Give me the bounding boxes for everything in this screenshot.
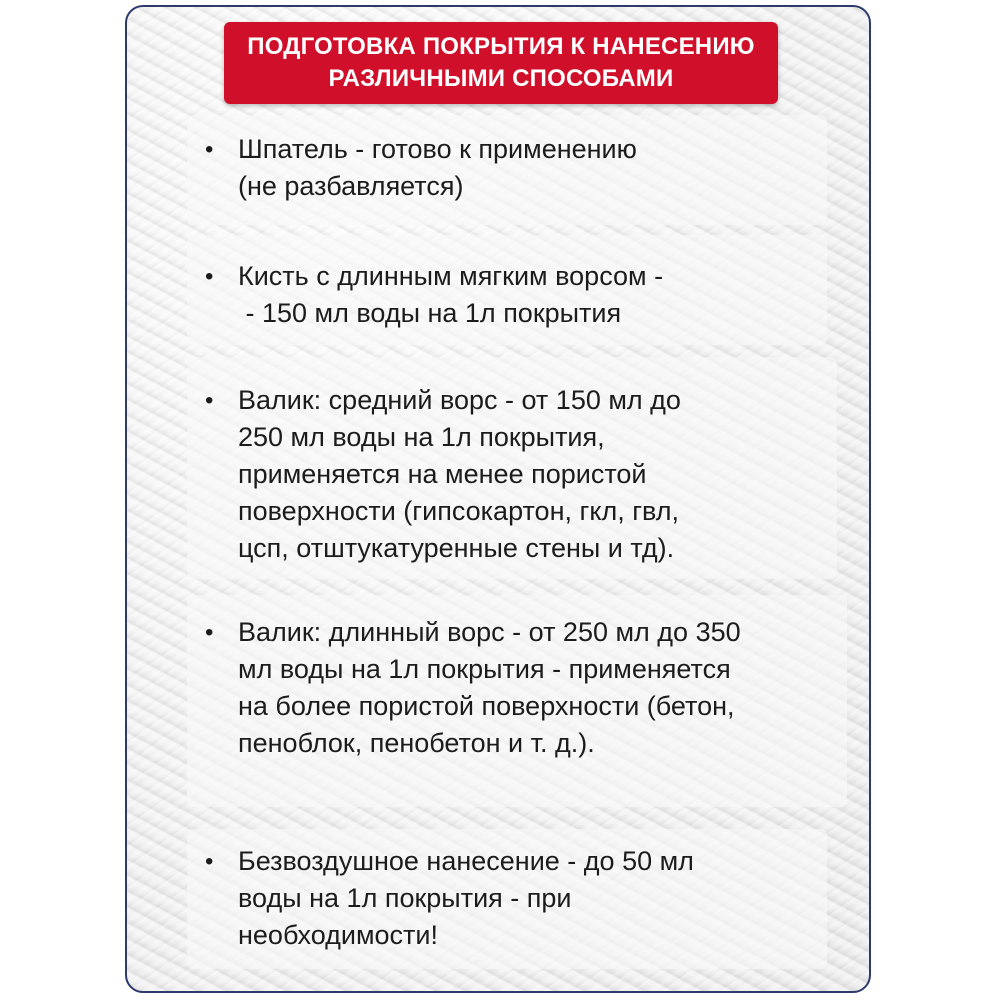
item-line: поверхности (гипсокартон, гкл, гвл, bbox=[238, 496, 680, 526]
item-line: Безвоздушное нанесение - до 50 мл bbox=[238, 846, 694, 876]
list-item-spatula bbox=[205, 131, 845, 205]
item-line: необходимости! bbox=[238, 920, 438, 950]
bullet-icon: • bbox=[205, 387, 214, 414]
item-line: (не разбавляется) bbox=[238, 171, 464, 201]
item-line: Валик: длинный ворс - от 250 мл до 350 bbox=[238, 617, 741, 647]
item-line: на более пористой поверхности (бетон, bbox=[238, 691, 735, 721]
bullet-icon: • bbox=[205, 848, 214, 875]
list-item-brush bbox=[205, 258, 845, 332]
item-line: воды на 1л покрытия - при bbox=[238, 883, 572, 913]
list-item-airless bbox=[205, 843, 845, 954]
item-line: Валик: средний ворс - от 150 мл до bbox=[238, 385, 681, 415]
item-line: Шпатель - готово к применению bbox=[238, 134, 637, 164]
item-line: Кисть с длинным мягким ворсом - bbox=[238, 261, 664, 291]
list-item-roller-long bbox=[205, 614, 845, 762]
item-line: мл воды на 1л покрытия - применяется bbox=[238, 654, 731, 684]
bullet-icon: • bbox=[205, 619, 214, 646]
bullet-icon: • bbox=[205, 136, 214, 163]
item-line: - 150 мл воды на 1л покрытия bbox=[238, 298, 622, 328]
header-line-1: ПОДГОТОВКА ПОКРЫТИЯ К НАНЕСЕНИЮ bbox=[247, 33, 755, 60]
header-line-2: РАЗЛИЧНЫМИ СПОСОБАМИ bbox=[328, 65, 674, 92]
item-line: применяется на менее пористой bbox=[238, 459, 647, 489]
item-line: пеноблок, пенобетон и т. д.). bbox=[238, 728, 595, 758]
item-line: цсп, отштукатуренные стены и тд). bbox=[238, 533, 675, 563]
bullet-icon: • bbox=[205, 263, 214, 290]
list-item-roller-medium bbox=[205, 382, 845, 567]
section-header bbox=[224, 22, 778, 104]
item-line: 250 мл воды на 1л покрытия, bbox=[238, 422, 605, 452]
info-card bbox=[125, 5, 871, 993]
